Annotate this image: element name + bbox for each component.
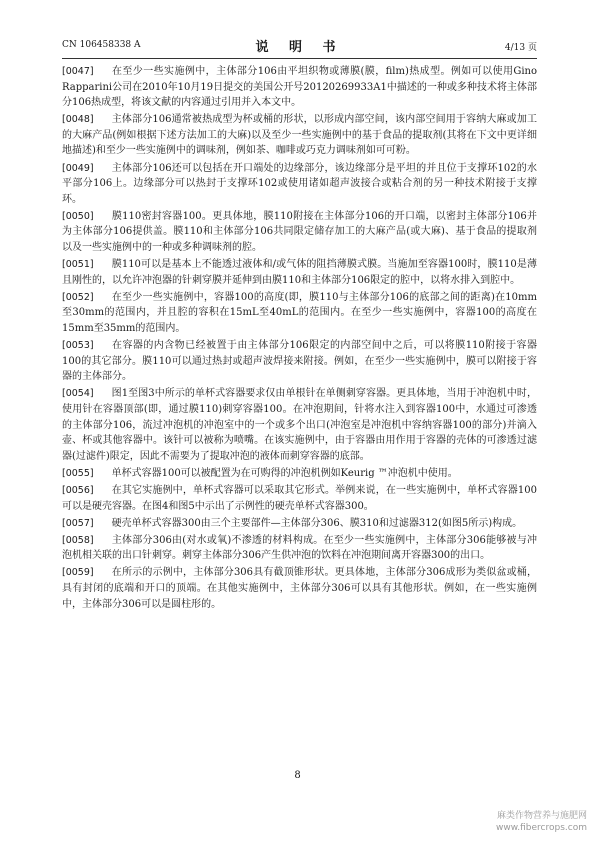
paragraph-number: [0047]: [62, 66, 94, 77]
paragraph-number: [0056]: [62, 484, 94, 496]
paragraph-0052: [62, 290, 537, 337]
paragraph-0051: [62, 257, 537, 288]
watermark: [496, 810, 587, 834]
paragraph-number: [0050]: [62, 210, 94, 222]
paragraph-text: 在所示的示例中，主体部分306具有截顶锥形状。更具体地，主体部分306成形为类似盆或桶，具有封闭的底端和开口的顶端。在其他实施例中，主体部分306可以具有其他形状。例如，在一些实施例中，主体部分306可以是圆柱形的。: [62, 567, 537, 610]
paragraph-number: [0053]: [62, 340, 94, 352]
document-title: 说 明 书: [255, 40, 344, 55]
paragraph-0049: [62, 161, 537, 208]
paragraph-text: 在容器的内含物已经被置于由主体部分106限定的内部空间中之后，可以将膜110附接于容器100的其它部分。膜110可以通过热封或超声波焊接来附接。例如，在至少一些实施例中，膜可以附接于容器的主体部分。: [62, 340, 537, 383]
paragraph-number: [0049]: [62, 162, 94, 174]
paragraph-text: 在其它实施例中，单杯式容器可以采取其它形式。举例来说，在一些实施例中，单杯式容器100可以是硬壳容器。在图4和图5中示出了示例性的硬壳单杯式容器300。: [62, 484, 537, 512]
paragraph-number: [0054]: [62, 388, 94, 400]
paragraph-number: [0048]: [62, 114, 94, 126]
paragraph-text: 在至少一些实施例中，容器100的高度(即，膜110与主体部分106的底部之间的距离)在10mm至30mm的范围内，并且腔的容积在15mL至40mL的范围内。在至少一些实施例中，容器100的高度在15mm至35mm的范围内。: [62, 291, 537, 334]
paragraph-0053: [62, 338, 537, 385]
watermark-url: www.fibercrops.com: [496, 823, 587, 833]
document-id: CN 106458338 A: [62, 40, 141, 50]
paragraph-0059: [62, 565, 537, 612]
paragraph-text: 膜110密封容器100。更具体地，膜110附接在主体部分106的开口端，以密封主体部分106并为主体部分106提供盖。膜110和主体部分106共同限定储存加工的大麻产品(或大麻)、基于食品的提取剂以及一些实施例中的一种或多种调味剂的腔。: [62, 210, 537, 254]
paragraph-0055: [62, 466, 537, 482]
paragraph-text: 硬壳单杯式容器300由三个主要部件—主体部分306、膜310和过滤器312(如图5所示)构成。: [111, 517, 523, 529]
document-body: [62, 64, 537, 614]
paragraph-text: 主体部分106还可以包括在开口端处的边缘部分，该边缘部分是平坦的并且位于支撑环102的水平部分106上。边缘部分可以热封于支撑环102或使用诸如超声波接合或粘合剂的另一种技术附接于支撑环。: [62, 162, 537, 205]
paragraph-0056: [62, 483, 537, 514]
paragraph-0050: [62, 209, 537, 256]
paragraph-number: [0055]: [62, 467, 94, 479]
paragraph-number: [0059]: [62, 567, 94, 579]
watermark-site-name: 麻类作物营养与施肥网: [496, 811, 587, 821]
page-header: [62, 36, 537, 59]
paragraph-number: [0057]: [62, 517, 94, 529]
paragraph-text: 膜110可以是基本上不能透过液体和/或气体的阻挡薄膜式膜。当施加至容器100时，膜110是薄且刚性的，以允许冲泡器的针刺穿膜并延伸到由膜110和主体部分106限定的腔中，以将水排入到腔中。: [62, 259, 537, 286]
paragraph-number: [0058]: [62, 534, 94, 546]
paragraph-number: [0051]: [62, 259, 94, 271]
paragraph-0057: [62, 516, 537, 532]
paragraph-text: 单杯式容器100可以被配置为在可购得的冲泡机例如Keurig ™冲泡机中使用。: [111, 467, 458, 479]
paragraph-0054: [62, 386, 537, 464]
paragraph-text: 主体部分306由(对水或氧)不渗透的材料构成。在至少一些实施例中，主体部分306能够被与冲泡机相关联的出口针刺穿。刺穿主体部分306产生供冲泡的饮料在冲泡期间离开容器300的出口。: [62, 534, 537, 562]
page-indicator: 4/13 页: [504, 43, 537, 53]
paragraph-number: [0052]: [62, 291, 94, 303]
page-number: 8: [294, 770, 301, 781]
paragraph-0048: [62, 112, 537, 159]
paragraph-text: 图1至图3中所示的单杯式容器要求仅由单根针在单侧刺穿容器。更具体地，当用于冲泡机中时，使用针在容器顶部(即，通过膜110)刺穿容器100。在冲泡期间，针将水注入到容器100中，水通过可渗透的主体部分106，流过冲泡机的冲泡室中的一个或多个出口(冲泡室是冲泡机中容纳容器100的部分)并滴入壶、杯或其他容器中。该针可以被称为喷嘴。在该实施例中，由于容器由用作用于容器的壳体的可渗透过滤器(过滤件)限定，因此不需要为了提取冲泡的液体而刺穿容器的底部。: [62, 388, 537, 462]
paragraph-text: 在至少一些实施例中，主体部分106由平坦织物或薄膜(膜，film)热成型。例如可以使用Gino Rapparini公司在2010年10月19日提交的美国公开号20120269933A1中描述的一种或多种技术将主体部分106热成型，将该文献的内容通过引用并入本文中。: [62, 66, 537, 109]
paragraph-0047: [62, 64, 537, 111]
paragraph-text: 主体部分106通常被热成型为杯或桶的形状，以形成内部空间，该内部空间用于容纳大麻或加工的大麻产品(例如根据下述方法加工的大麻)以及至少一些实施例中的基于食品的提取剂(其将在下文中更详细地描述)和至少一些实施例中的调味剂，例如茶、咖啡或巧克力调味剂如可可粉。: [62, 114, 537, 157]
paragraph-0058: [62, 533, 537, 564]
